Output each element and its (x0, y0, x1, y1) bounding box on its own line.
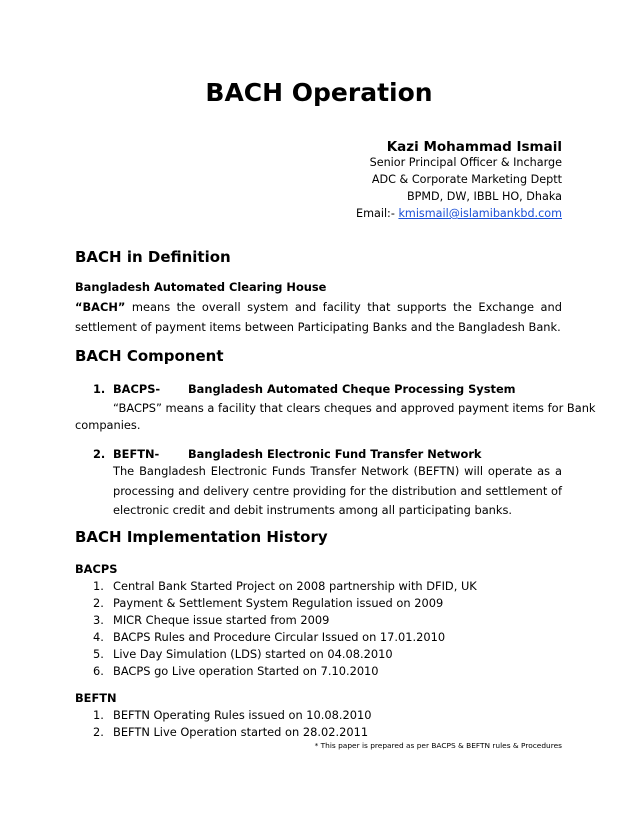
bacps-item-number: 4. (93, 630, 104, 644)
component-2-text: The Bangladesh Electronic Funds Transfer Network (BEFTN) will operate as a processing and delivery centre providing for the distribution and settlement of electronic credit and debit instruments among all participating banks. (113, 464, 562, 517)
component-2-name: Bangladesh Electronic Fund Transfer Network (188, 447, 482, 461)
beftn-item-number: 2. (93, 725, 104, 739)
component-1-line2: companies. (75, 418, 141, 432)
definition-term: “BACH” (75, 300, 126, 314)
history-heading: BACH Implementation History (75, 528, 328, 546)
beftn-item-text: BEFTN Operating Rules issued on 10.08.2010 (113, 708, 372, 722)
bacps-label: BACPS (75, 562, 118, 576)
component-1-number: 1. (93, 382, 106, 396)
beftn-item-text: BEFTN Live Operation started on 28.02.2011 (113, 725, 369, 739)
page-title: BACH Operation (205, 78, 433, 107)
author-office: BPMD, DW, IBBL HO, Dhaka (406, 190, 562, 203)
email-link[interactable]: kmismail@islamibankbd.com (398, 207, 562, 220)
definition-text: means the overall system and facility that supports the Exchange and settlement of payment items between Participating Banks and the Bangladesh Bank. (75, 300, 562, 334)
definition-full-name: Bangladesh Automated Clearing House (75, 280, 327, 294)
author-name: Kazi Mohammad Ismail (386, 139, 562, 155)
email-label: Email:- (356, 207, 395, 220)
author-email-line (356, 207, 562, 220)
component-2-number: 2. (93, 447, 106, 461)
bacps-item-text: MICR Cheque issue started from 2009 (113, 613, 330, 627)
bacps-item-text: BACPS go Live operation Started on 7.10.2010 (113, 664, 379, 678)
bacps-item-text: Central Bank Started Project on 2008 partnership with DFID, UK (113, 579, 477, 593)
definition-paragraph (75, 297, 562, 337)
author-department: ADC & Corporate Marketing Deptt (371, 173, 562, 186)
bacps-item-text: Payment & Settlement System Regulation issued on 2009 (113, 596, 444, 610)
definition-heading: BACH in Definition (75, 248, 231, 266)
footnote: * This paper is prepared as per BACPS & BEFTN rules & Procedures (314, 741, 562, 750)
bacps-item-text: Live Day Simulation (LDS) started on 04.08.2010 (113, 647, 393, 661)
component-2-code: BEFTN- (113, 447, 160, 461)
beftn-item-number: 1. (93, 708, 104, 722)
bacps-item-number: 2. (93, 596, 104, 610)
component-1-name: Bangladesh Automated Cheque Processing System (188, 382, 516, 396)
beftn-label: BEFTN (75, 691, 117, 705)
component-1-line1: “BACPS” means a facility that clears cheques and approved payment items for Bank (113, 401, 596, 415)
component-1-code: BACPS- (113, 382, 161, 396)
author-position: Senior Principal Officer & Incharge (369, 156, 562, 169)
bacps-item-number: 5. (93, 647, 104, 661)
component-heading: BACH Component (75, 347, 224, 365)
bacps-item-number: 1. (93, 579, 104, 593)
bacps-item-number: 6. (93, 664, 104, 678)
bacps-item-text: BACPS Rules and Procedure Circular Issued on 17.01.2010 (113, 630, 446, 644)
bacps-item-number: 3. (93, 613, 104, 627)
